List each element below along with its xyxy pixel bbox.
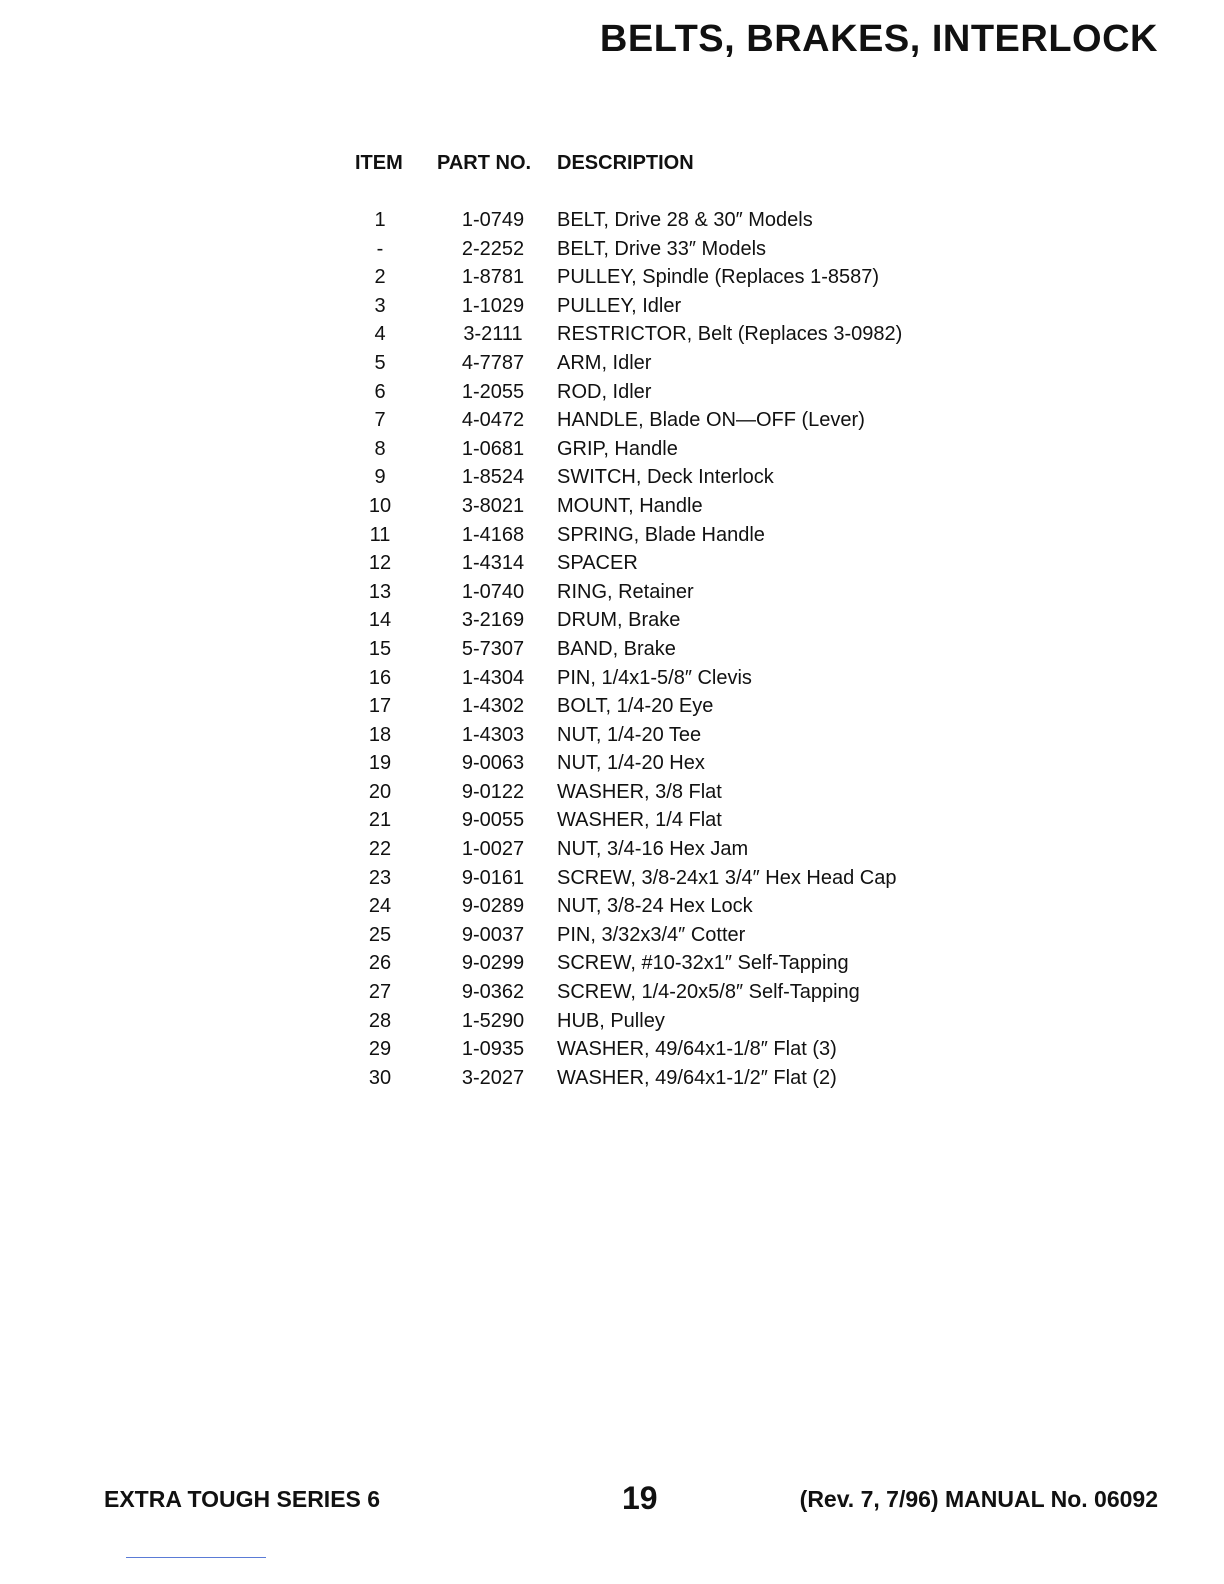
- item-cell: 10: [368, 494, 392, 517]
- description-cell: SCREW, 1/4-20x5/8″ Self-Tapping: [557, 981, 860, 1004]
- description-cell: SPACER: [557, 552, 638, 575]
- item-cell: 17: [368, 695, 392, 718]
- part-no-cell: 9-0362: [461, 981, 525, 1004]
- parts-list: [340, 206, 1040, 1092]
- part-no-cell: 3-8021: [461, 494, 525, 517]
- description-cell: ROD, Idler: [557, 380, 652, 403]
- part-no-cell: 1-8524: [461, 466, 525, 489]
- page-footer: [0, 1482, 1224, 1522]
- description-cell: WASHER, 3/8 Flat: [557, 780, 722, 803]
- description-cell: WASHER, 49/64x1-1/2″ Flat (2): [557, 1066, 837, 1089]
- part-no-cell: 1-4302: [461, 695, 525, 718]
- item-cell: 27: [368, 981, 392, 1004]
- description-cell: PULLEY, Spindle (Replaces 1-8587): [557, 266, 880, 289]
- table-row: [340, 1007, 1040, 1036]
- part-no-cell: 3-2111: [463, 323, 523, 346]
- part-no-cell: 1-0935: [461, 1038, 525, 1061]
- description-cell: BELT, Drive 28 & 30″ Models: [557, 209, 813, 231]
- item-cell: 23: [368, 866, 392, 889]
- column-header-item: ITEM: [355, 152, 403, 174]
- description-cell: ARM, Idler: [557, 351, 652, 374]
- description-cell: PULLEY, Idler: [557, 294, 682, 317]
- table-row: [340, 1035, 1040, 1064]
- footer-divider: [126, 1557, 266, 1558]
- part-no-cell: 3-2027: [461, 1066, 525, 1089]
- description-cell: HANDLE, Blade ON—OFF (Lever): [557, 409, 865, 432]
- item-cell: 2: [374, 266, 386, 289]
- description-cell: NUT, 1/4-20 Tee: [557, 723, 702, 746]
- table-row: [340, 492, 1040, 521]
- description-cell: SPRING, Blade Handle: [557, 523, 765, 546]
- part-no-cell: 1-4304: [461, 666, 525, 689]
- description-cell: BELT, Drive 33″ Models: [557, 237, 767, 260]
- part-no-cell: 1-4314: [461, 552, 525, 575]
- table-row: [340, 892, 1040, 921]
- table-row: [340, 864, 1040, 893]
- part-no-cell: 9-0037: [461, 923, 525, 946]
- description-cell: SCREW, 3/8-24x1 3/4″ Hex Head Cap: [557, 866, 897, 889]
- column-header-part-no: PART NO.: [437, 152, 532, 174]
- table-row: [340, 378, 1040, 407]
- table-row: [340, 578, 1040, 607]
- item-cell: -: [376, 237, 384, 260]
- table-row: [340, 549, 1040, 578]
- item-cell: 18: [368, 723, 392, 746]
- item-cell: 28: [368, 1009, 392, 1032]
- item-cell: 20: [368, 780, 392, 803]
- table-row: [340, 406, 1040, 435]
- table-row: [340, 521, 1040, 550]
- table-row: [340, 664, 1040, 693]
- table-row: [340, 1064, 1040, 1093]
- part-no-cell: 2-2252: [461, 237, 525, 260]
- item-cell: 24: [368, 895, 392, 918]
- part-no-cell: 1-1029: [461, 294, 525, 317]
- item-cell: 4: [374, 323, 386, 346]
- part-no-cell: 1-0740: [461, 580, 525, 603]
- item-cell: 7: [374, 409, 386, 432]
- table-row: [340, 349, 1040, 378]
- part-no-cell: 1-0749: [461, 209, 525, 231]
- item-cell: 14: [368, 609, 392, 632]
- item-cell: 30: [368, 1066, 392, 1089]
- table-row: [340, 235, 1040, 264]
- item-cell: 1: [374, 209, 386, 231]
- description-cell: RESTRICTOR, Belt (Replaces 3-0982): [557, 323, 903, 346]
- table-row: [340, 206, 1040, 235]
- part-no-cell: 9-0063: [461, 752, 525, 775]
- item-cell: 26: [368, 952, 392, 975]
- item-cell: 29: [368, 1038, 392, 1061]
- part-no-cell: 9-0299: [461, 952, 525, 975]
- item-cell: 8: [374, 437, 386, 460]
- part-no-cell: 1-4168: [461, 523, 525, 546]
- description-cell: WASHER, 49/64x1-1/8″ Flat (3): [557, 1038, 837, 1061]
- page-title: BELTS, BRAKES, INTERLOCK: [599, 18, 1158, 60]
- part-no-cell: 9-0055: [461, 809, 525, 832]
- table-row: [340, 806, 1040, 835]
- description-cell: GRIP, Handle: [557, 437, 678, 460]
- part-no-cell: 1-8781: [461, 266, 525, 289]
- item-cell: 22: [368, 838, 392, 861]
- page-number: 19: [622, 1480, 658, 1516]
- description-cell: PIN, 1/4x1-5/8″ Clevis: [557, 666, 752, 689]
- column-header-description: DESCRIPTION: [557, 152, 694, 174]
- footer-manual-number: (Rev. 7, 7/96) MANUAL No. 06092: [799, 1486, 1158, 1512]
- item-cell: 15: [368, 637, 392, 660]
- item-cell: 25: [368, 923, 392, 946]
- table-row: [340, 292, 1040, 321]
- table-row: [340, 635, 1040, 664]
- table-row: [340, 320, 1040, 349]
- part-no-cell: 1-2055: [461, 380, 525, 403]
- description-cell: HUB, Pulley: [557, 1009, 665, 1032]
- description-cell: NUT, 3/4-16 Hex Jam: [557, 838, 749, 861]
- part-no-cell: 1-5290: [461, 1009, 525, 1032]
- description-cell: DRUM, Brake: [557, 609, 681, 632]
- table-row: [340, 263, 1040, 292]
- description-cell: SWITCH, Deck Interlock: [557, 466, 774, 489]
- item-cell: 19: [368, 752, 392, 775]
- part-no-cell: 3-2169: [461, 609, 525, 632]
- item-cell: 12: [368, 552, 392, 575]
- description-cell: PIN, 3/32x3/4″ Cotter: [557, 923, 746, 946]
- table-row: [340, 606, 1040, 635]
- item-cell: 3: [374, 294, 386, 317]
- item-cell: 13: [368, 580, 392, 603]
- description-cell: RING, Retainer: [557, 580, 694, 603]
- table-row: [340, 921, 1040, 950]
- item-cell: 6: [374, 380, 386, 403]
- table-row: [340, 835, 1040, 864]
- part-no-cell: 1-0027: [461, 838, 525, 861]
- item-cell: 5: [374, 351, 386, 374]
- part-no-cell: 1-4303: [461, 723, 525, 746]
- table-row: [340, 749, 1040, 778]
- item-cell: 21: [368, 809, 392, 832]
- footer-series: EXTRA TOUGH SERIES 6: [104, 1486, 381, 1512]
- item-cell: 11: [369, 523, 391, 546]
- part-no-cell: 9-0122: [461, 780, 525, 803]
- table-row: [340, 721, 1040, 750]
- item-cell: 16: [368, 666, 392, 689]
- part-no-cell: 4-0472: [461, 409, 525, 432]
- description-cell: MOUNT, Handle: [557, 494, 703, 517]
- table-row: [340, 435, 1040, 464]
- description-cell: NUT, 1/4-20 Hex: [557, 752, 705, 775]
- table-row: [340, 778, 1040, 807]
- description-cell: SCREW, #10-32x1″ Self-Tapping: [557, 952, 849, 975]
- description-cell: WASHER, 1/4 Flat: [557, 809, 722, 832]
- description-cell: BAND, Brake: [557, 637, 676, 660]
- part-no-cell: 9-0161: [461, 866, 525, 889]
- table-row: [340, 692, 1040, 721]
- part-no-cell: 4-7787: [461, 351, 525, 374]
- part-no-cell: 5-7307: [461, 637, 525, 660]
- part-no-cell: 1-0681: [461, 437, 525, 460]
- table-row: [340, 949, 1040, 978]
- table-row: [340, 463, 1040, 492]
- description-cell: BOLT, 1/4-20 Eye: [557, 695, 714, 718]
- item-cell: 9: [374, 466, 386, 489]
- description-cell: NUT, 3/8-24 Hex Lock: [557, 895, 753, 918]
- table-row: [340, 978, 1040, 1007]
- part-no-cell: 9-0289: [461, 895, 525, 918]
